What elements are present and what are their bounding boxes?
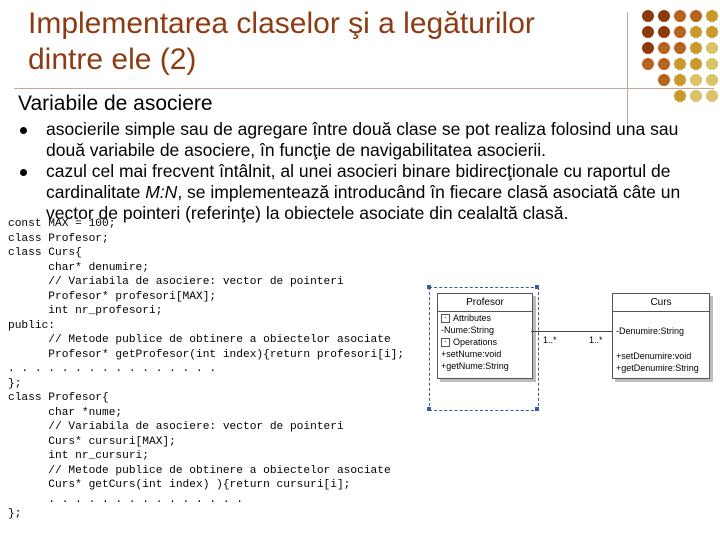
decorative-dot [642, 26, 654, 38]
decorative-dot [674, 10, 686, 22]
decorative-dot [658, 10, 670, 22]
decorative-dot-grid [642, 10, 720, 110]
decorative-dot [706, 26, 718, 38]
section-heading: Variabile de asociere [18, 92, 213, 115]
operations-section[interactable] [438, 336, 532, 348]
resize-handle[interactable] [427, 407, 431, 411]
slide-title: Implementarea claselor şi a legăturilor dintre ele (2) [28, 7, 535, 76]
cardinality-text: M:N [145, 182, 178, 202]
bullet-text: asocierile simple sau de agregare între două clase se pot realiza folosind una sau două variabile de asociere, în funcţie de navigabilitatea asocierii. [46, 119, 679, 160]
collapse-icon[interactable]: - [441, 314, 450, 323]
decorative-dot [706, 10, 718, 22]
class-name: Curs [613, 294, 709, 312]
decorative-dot [642, 58, 654, 70]
decorative-dot [690, 10, 702, 22]
attributes-label: Attributes [453, 313, 492, 323]
resize-handle[interactable] [535, 407, 539, 411]
bullet-dot-icon [20, 127, 27, 134]
bullet-text-after: , se implementează introducând în fiecare clasă asociată câte un vector de pointeri (referinţe) la obiectele asociate din cealaltă clasă. [46, 182, 681, 223]
resize-handle[interactable] [535, 285, 539, 289]
decorative-dot [706, 74, 718, 86]
operations-label: Operations [453, 337, 498, 347]
title-divider-vertical [627, 12, 628, 124]
multiplicity-left: 1..* [543, 335, 557, 345]
decorative-dot [690, 42, 702, 54]
decorative-dot [674, 26, 686, 38]
decorative-dot [658, 58, 670, 70]
decorative-dot [658, 26, 670, 38]
decorative-dot [674, 58, 686, 70]
decorative-dot [706, 58, 718, 70]
decorative-dot [706, 90, 718, 102]
operation-row: +setDenumire:void [616, 351, 692, 361]
title-divider-horizontal [14, 88, 714, 89]
decorative-dot [690, 90, 702, 102]
decorative-dot [690, 58, 702, 70]
bullet-list [18, 119, 708, 224]
uml-diagram [425, 283, 713, 413]
bullet-text-before: cazul cel mai frecvent întâlnit, al unei asocieri binare bidirecţionale cu raportul de cardinalitate [46, 161, 671, 202]
class-box-profesor[interactable] [437, 293, 533, 379]
attributes-section[interactable] [438, 312, 532, 324]
decorative-dot [690, 26, 702, 38]
operation-row: +getNume:String [441, 361, 509, 371]
decorative-dot [658, 42, 670, 54]
decorative-dot [706, 42, 718, 54]
bullet-dot-icon [20, 169, 27, 176]
association-line[interactable] [531, 331, 612, 332]
decorative-dot [658, 74, 670, 86]
attribute-row: -Nume:String [441, 325, 495, 335]
decorative-dot [642, 42, 654, 54]
operation-row: +getDenumire:String [616, 363, 699, 373]
operation-row: +setNume:void [441, 349, 502, 359]
resize-handle[interactable] [427, 285, 431, 289]
collapse-icon[interactable]: - [441, 338, 450, 347]
attribute-row: -Denumire:String [616, 326, 685, 336]
decorative-dot [674, 74, 686, 86]
decorative-dot [690, 74, 702, 86]
class-box-curs[interactable] [612, 293, 710, 379]
class-name: Profesor [438, 294, 532, 312]
code-listing: const MAX = 100; class Profesor; class Curs{ char* denumire; // Variabila de asociere: vector de pointeri Profesor* profesori[MAX]; int nr_profesori; public: // Metode publice de obtinere a obiectelor asociate Profesor* getProfesor(int index){return profesori[i]; . . . . . . . . . . . . . . . . }; class Profesor{ char *nume; // Variabila de asociere: vector de pointeri Curs* cursuri[MAX]; int nr_cursuri; // Metode publice de obtinere a obiectelor asociate Curs* getCurs(int index) ){return cursuri[i]; . . . . . . . . . . . . . . . }; [8, 218, 405, 520]
multiplicity-right: 1..* [589, 335, 603, 345]
bullet-item [18, 161, 708, 224]
decorative-dot [674, 90, 686, 102]
decorative-dot [674, 42, 686, 54]
bullet-item [18, 119, 708, 161]
decorative-dot [642, 10, 654, 22]
